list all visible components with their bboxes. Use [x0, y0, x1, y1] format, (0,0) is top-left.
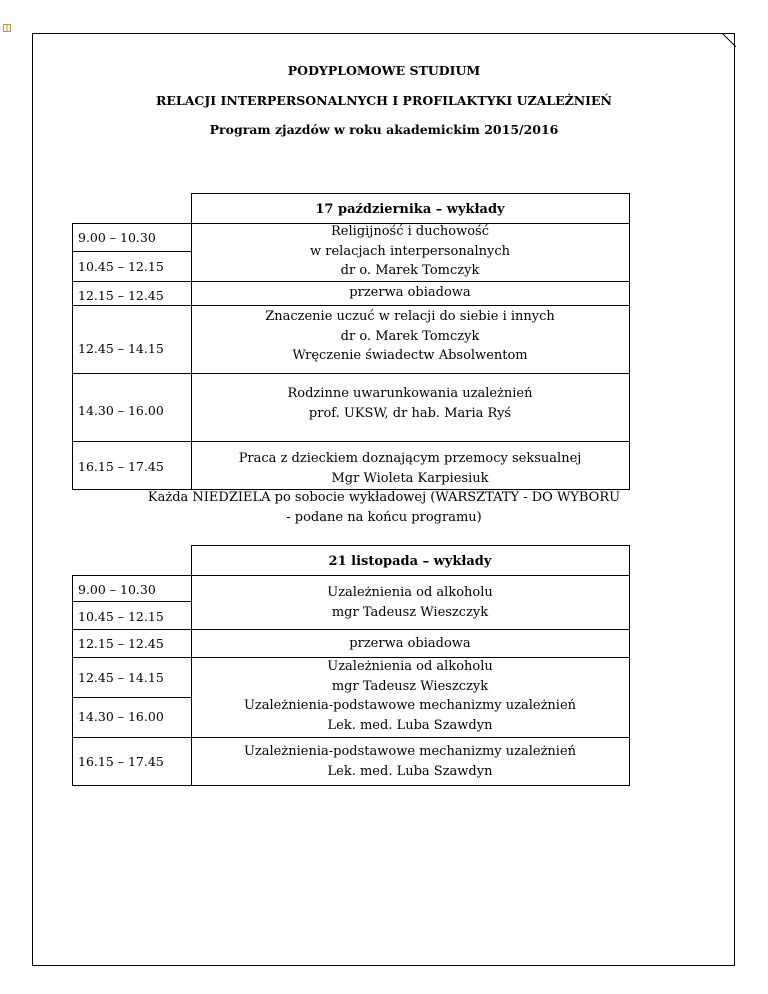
- table-2-lunch-break: [191, 634, 629, 654]
- table-2-time-3: 12.15 – 12.45: [78, 636, 164, 651]
- session-line: Znaczenie uczuć w relacji do siebie i innych: [265, 309, 555, 324]
- header-title-line1: PODYPLOMOWE STUDIUM: [287, 63, 481, 78]
- session-line: mgr Tadeusz Wieszczyk: [331, 678, 489, 694]
- table-1-session-1: [191, 222, 629, 281]
- anchor-marker-icon: [3, 24, 11, 32]
- note-line: Każda NIEDZIELA po sobocie wykładowej (WARSZTATY - DO WYBORU: [147, 490, 621, 505]
- table-1-session-4: [191, 449, 629, 488]
- session-line: dr o. Marek Tomczyk: [340, 263, 480, 278]
- session-line: w relacjach interpersonalnych: [310, 243, 510, 259]
- session-line: Lek. med. Luba Szawdyn: [327, 717, 493, 733]
- table-2-time-4: 12.45 – 14.15: [78, 670, 164, 685]
- session-line: Uzależnienia od alkoholu: [327, 659, 493, 674]
- session-line: dr o. Marek Tomczyk: [340, 328, 480, 344]
- session-line: Uzależnienia-podstawowe mechanizmy uzależnień: [243, 744, 577, 759]
- session-line: Praca z dzieckiem doznającym przemocy seksualnej: [238, 451, 582, 466]
- session-line: przerwa obiadowa: [349, 636, 471, 651]
- session-line: Lek. med. Luba Szawdyn: [327, 763, 493, 779]
- sunday-workshops-note: [60, 488, 708, 528]
- session-line: Religijność i duchowość: [331, 224, 489, 239]
- session-line: Uzależnienia-podstawowe mechanizmy uzależnień: [243, 698, 577, 713]
- table-1-heading: 17 października – wykłady: [315, 202, 505, 217]
- table-1-time-6: 16.15 – 17.45: [78, 459, 164, 474]
- session-line: przerwa obiadowa: [349, 285, 471, 300]
- session-line: Wręczenie świadectw Absolwentom: [292, 348, 528, 363]
- table-2-time-1: 9.00 – 10.30: [78, 582, 156, 597]
- note-line: - podane na końcu programu): [286, 510, 482, 525]
- session-line: prof. UKSW, dr hab. Maria Ryś: [308, 405, 512, 421]
- header-title-line2: RELACJI INTERPERSONALNYCH I PROFILAKTYKI UZALEŻNIEŃ: [156, 93, 612, 108]
- table-2-heading: 21 listopada – wykłady: [328, 554, 492, 569]
- table-2-session-2: [191, 657, 629, 735]
- table-1-session-2: [191, 307, 629, 366]
- table-1-time-2: 10.45 – 12.15: [78, 259, 164, 274]
- table-2-session-1: [191, 583, 629, 622]
- session-line: Rodzinne uwarunkowania uzależnień: [287, 386, 533, 401]
- session-line: mgr Tadeusz Wieszczyk: [331, 604, 489, 620]
- session-line: Uzależnienia od alkoholu: [327, 585, 493, 600]
- table-1-time-1: 9.00 – 10.30: [78, 230, 156, 245]
- table-2-time-6: 16.15 – 17.45: [78, 754, 164, 769]
- table-1-time-4: 12.45 – 14.15: [78, 341, 164, 356]
- table-2-time-2: 10.45 – 12.15: [78, 609, 164, 624]
- table-1-lunch-break: [191, 283, 629, 303]
- table-1-session-3: [191, 384, 629, 423]
- table-2-time-5: 14.30 – 16.00: [78, 709, 164, 724]
- session-line: Mgr Wioleta Karpiesiuk: [331, 470, 489, 486]
- table-1-time-5: 14.30 – 16.00: [78, 403, 164, 418]
- table-1-time-3: 12.15 – 12.45: [78, 288, 164, 303]
- table-2-session-3: [191, 742, 629, 781]
- header-subtitle: Program zjazdów w roku akademickim 2015/2016: [209, 122, 559, 137]
- page-corner-fold-icon: [722, 33, 736, 47]
